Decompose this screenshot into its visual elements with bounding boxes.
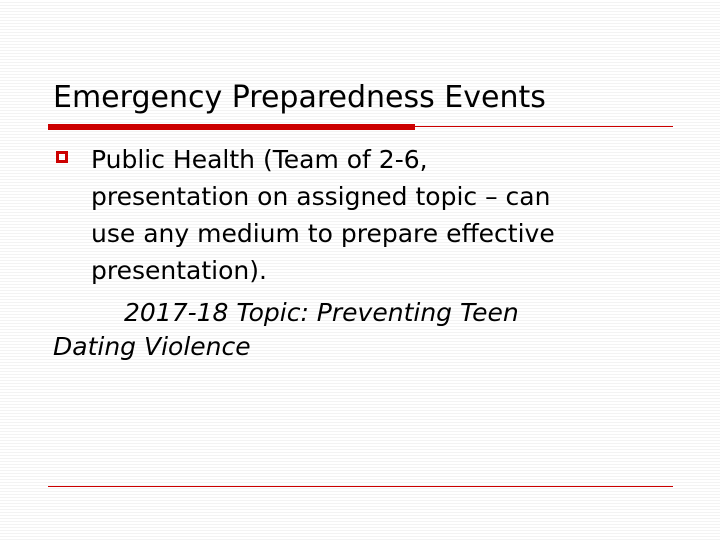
title-divider-accent xyxy=(48,124,415,130)
bullet-line: use any medium to prepare effective xyxy=(91,219,555,248)
bullet-line: Public Health (Team of 2-6, xyxy=(91,145,428,174)
bullet-line: presentation). xyxy=(91,256,267,285)
hollow-square-bullet-icon xyxy=(56,151,68,163)
bullet-item-public-health xyxy=(91,141,671,289)
topic-text xyxy=(53,296,519,364)
bullet-line: presentation on assigned topic – can xyxy=(91,182,551,211)
slide-title: Emergency Preparedness Events xyxy=(53,80,546,115)
topic-line-2: Dating Violence xyxy=(53,332,251,361)
topic-line-1: 2017-18 Topic: Preventing Teen xyxy=(124,298,519,327)
footer-divider xyxy=(48,486,673,487)
